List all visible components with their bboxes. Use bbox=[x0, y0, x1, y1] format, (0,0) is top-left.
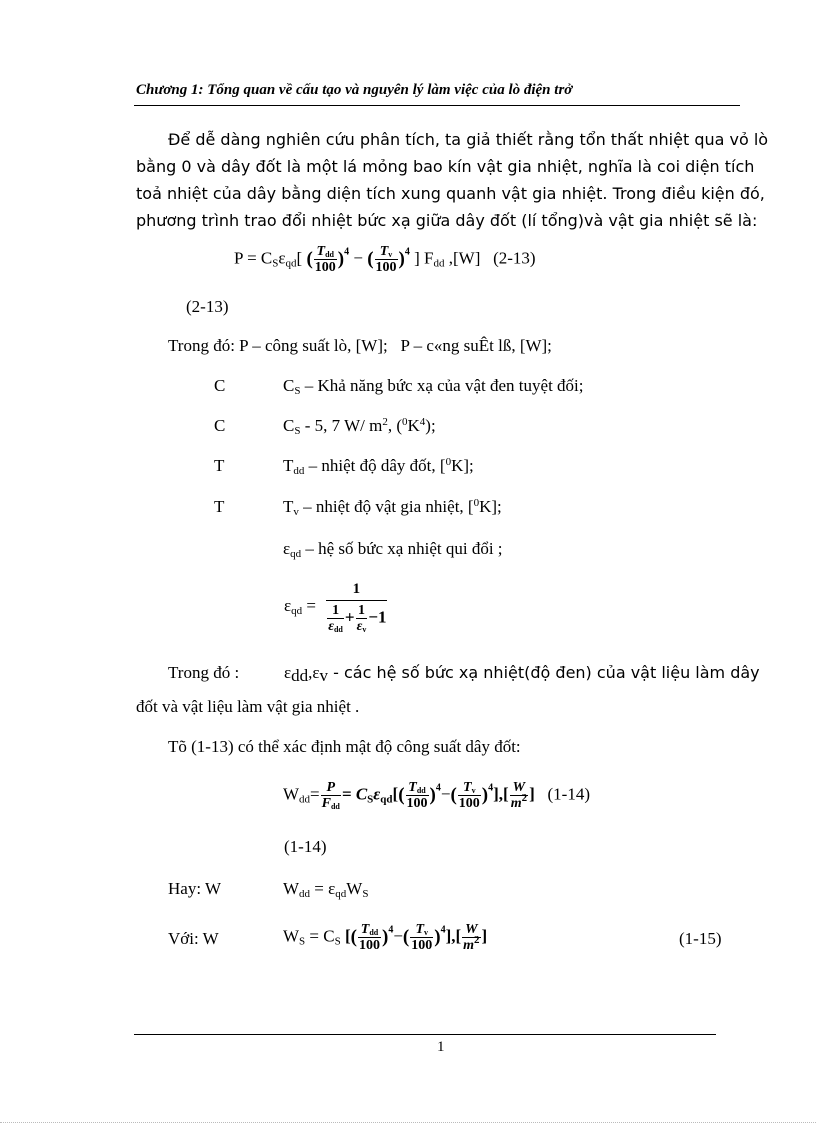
def-tail: ); bbox=[425, 416, 436, 435]
eq-eps: ε bbox=[373, 784, 381, 804]
where-label: Trong đó: P – công suất lò, [W]; bbox=[168, 336, 388, 355]
def-mid: , ( bbox=[387, 416, 402, 435]
para2-sub: dd bbox=[291, 666, 309, 685]
fraction-p-f bbox=[321, 780, 341, 811]
def-sup: 0 bbox=[402, 416, 408, 428]
fraction-inv-v bbox=[356, 603, 368, 634]
eq-sub: dd bbox=[433, 257, 445, 270]
frac-den: 100 bbox=[411, 938, 433, 953]
para3: Tõ (1-13) có thể xác định mật độ công suất dây đốt: bbox=[168, 737, 521, 756]
frac-num: P bbox=[326, 780, 336, 795]
frac-eps: ε bbox=[356, 619, 363, 634]
chapter-header: Chương 1: Tổng quan về cấu tạo và nguyên lý làm việc của lò điện trở bbox=[136, 82, 573, 98]
frac-sub: v bbox=[471, 786, 476, 795]
fraction-tv bbox=[375, 244, 398, 275]
eq-bracket: ] bbox=[414, 248, 420, 268]
equation-number-repeat: (1-14) bbox=[284, 837, 327, 856]
def-sub: dd bbox=[293, 465, 305, 477]
frac-den: 100 bbox=[314, 260, 336, 275]
frac-num: T bbox=[379, 244, 389, 259]
frac-num: W bbox=[465, 922, 478, 937]
eq-lhs: ε bbox=[284, 596, 292, 615]
hay-sub: dd bbox=[299, 888, 311, 900]
frac-num: T bbox=[415, 922, 425, 937]
def-sup: 4 bbox=[419, 416, 426, 428]
def-item bbox=[283, 416, 436, 436]
para2-line1 bbox=[284, 663, 760, 685]
intro-paragraph bbox=[136, 126, 769, 234]
def-sup: 0 bbox=[473, 497, 480, 509]
frac-sub: v bbox=[424, 928, 429, 937]
def-sub: qd bbox=[290, 548, 302, 560]
def-sup: 2 bbox=[382, 416, 388, 428]
big-frac-num: 1 bbox=[326, 578, 386, 601]
page-number: 1 bbox=[437, 1039, 445, 1055]
hay-lhs: W bbox=[283, 879, 300, 898]
voi-mid: = C bbox=[305, 926, 335, 946]
voi-sub: S bbox=[334, 935, 341, 948]
def-sym: T bbox=[283, 456, 294, 475]
frac-sup: 2 bbox=[521, 792, 528, 804]
eq-rhs: = C bbox=[341, 784, 368, 804]
voi-label: Với: W bbox=[168, 929, 219, 948]
frac-sub: dd bbox=[330, 802, 340, 811]
eq-sub: dd bbox=[299, 793, 311, 806]
para2-rest: - các hệ số bức xạ nhiệt(độ đen) của vật liệu làm dây bbox=[333, 663, 760, 682]
frac-sub: dd bbox=[416, 786, 426, 795]
def-sym: T bbox=[283, 497, 294, 516]
def-sym: C bbox=[283, 376, 295, 395]
fraction-w-m2 bbox=[510, 780, 528, 811]
def-end: K]; bbox=[451, 456, 474, 475]
frac-eps: ε bbox=[328, 619, 334, 634]
eq-sub: qd bbox=[380, 793, 393, 806]
hay-mid: = ε bbox=[310, 879, 336, 898]
equation-1-15: $W_S = C_S$ [( $T_{dd}$ 100 )$^4$−( $\frac{T_v}{100}$ )$^4$],[ $\frac{W}{m^2}$ ] bbox=[283, 922, 488, 953]
para2-sym: ε bbox=[284, 663, 292, 682]
def-sup: 0 bbox=[445, 456, 452, 468]
frac-num: T bbox=[316, 244, 326, 259]
fraction-inv-dd bbox=[327, 603, 344, 634]
def-sub: S bbox=[294, 385, 301, 397]
equation-2-13: $P = C_S\varepsilon_{qd}$[ ( $T_{dd}$ 100 )$^4$ − ( $\frac{T_v}{100}$ )$^4$ ] $F_{dd}$ ,[W] (2-13) bbox=[234, 244, 536, 275]
def-text: - 5, 7 W/ m bbox=[300, 416, 383, 435]
eq-bracket: [ bbox=[296, 248, 303, 268]
def-letter: C bbox=[214, 416, 226, 435]
intro-line: toả nhiệt của dây bằng diện tích xung quanh vật gia nhiệt. Trong điều kiện đó, bbox=[136, 184, 765, 203]
hay-sub: qd bbox=[335, 888, 347, 900]
fraction-w-m2 bbox=[462, 922, 480, 953]
eq-power: 4 bbox=[435, 782, 441, 794]
frac-den: 100 bbox=[406, 796, 428, 811]
frac-den: m bbox=[510, 796, 522, 811]
eq-sub: qd bbox=[291, 605, 303, 617]
eq-f: F bbox=[424, 248, 434, 268]
fraction-tv bbox=[410, 922, 433, 953]
eq-plus: + bbox=[344, 607, 355, 627]
eq-sign: = bbox=[302, 596, 316, 615]
voi-sub: S bbox=[299, 935, 306, 948]
frac-num: T bbox=[408, 780, 417, 795]
def-item bbox=[283, 376, 583, 396]
def-sub: v bbox=[293, 506, 299, 518]
equation-eps-qd bbox=[284, 578, 387, 634]
def-text: – nhiệt độ vật gia nhiệt, [ bbox=[298, 497, 474, 516]
para2-sep: ,ε bbox=[308, 663, 320, 682]
eq-minus-one: −1 bbox=[368, 607, 387, 627]
def-letter: T bbox=[214, 456, 225, 475]
eq-power: 4 bbox=[488, 782, 494, 794]
header-divider bbox=[134, 105, 740, 106]
frac-sub: v bbox=[362, 625, 367, 634]
eq-lhs: P = C bbox=[234, 248, 273, 268]
eq-sign: = bbox=[310, 784, 320, 804]
eq-unit: ,[W] bbox=[448, 248, 481, 268]
intro-line: phương trình trao đổi nhiệt bức xạ giữa dây đốt (lí tổng)và vật gia nhiệt sẽ là: bbox=[136, 211, 758, 230]
frac-sup: 2 bbox=[474, 934, 480, 946]
frac-den: F bbox=[321, 796, 331, 811]
def-item bbox=[283, 497, 502, 517]
frac-den: m bbox=[463, 938, 475, 953]
frac-sub: dd bbox=[333, 625, 343, 634]
frac-num: W bbox=[512, 780, 526, 795]
where-garbled: P – c«ng suÊt lß, [W]; bbox=[400, 336, 552, 355]
def-sym: C bbox=[283, 416, 295, 435]
frac-sub: dd bbox=[369, 928, 379, 937]
equation-number: (1-15) bbox=[679, 929, 722, 948]
def-letter: T bbox=[214, 497, 225, 516]
footer-divider bbox=[134, 1034, 716, 1035]
equation-number-repeat: (2-13) bbox=[186, 297, 229, 316]
eq-minus: − bbox=[353, 248, 363, 268]
eq-minus: − bbox=[440, 784, 451, 804]
eq-sub: S bbox=[272, 257, 279, 270]
frac-num: 1 bbox=[327, 603, 344, 619]
def-end: K bbox=[407, 416, 420, 435]
frac-den: 100 bbox=[375, 260, 397, 275]
frac-num: 1 bbox=[356, 603, 368, 619]
fraction-tdd bbox=[314, 244, 337, 275]
big-fraction bbox=[326, 578, 386, 634]
frac-num: T bbox=[360, 922, 370, 937]
frac-sub: v bbox=[388, 250, 393, 259]
intro-line: Để dễ dàng nghiên cứu phân tích, ta giả thiết rằng tổn thất nhiệt qua vỏ lò bbox=[168, 130, 769, 149]
eq-power: 4 bbox=[388, 924, 394, 936]
def-sub: S bbox=[294, 425, 301, 437]
fraction-tdd bbox=[358, 922, 381, 953]
hay-label: Hay: W bbox=[168, 879, 222, 898]
equation-number: (1-14) bbox=[547, 784, 590, 804]
equation-number: (2-13) bbox=[493, 248, 536, 268]
def-letter: C bbox=[214, 376, 226, 395]
frac-sub: dd bbox=[325, 250, 334, 259]
eq-minus: − bbox=[393, 926, 403, 946]
frac-den: 100 bbox=[358, 938, 380, 953]
para2-lead: Trong đó : bbox=[168, 663, 240, 682]
eq-sub: S bbox=[367, 793, 374, 806]
equation-1-14: $W_{dd}=$ P $F_{dd}$ = $C_S\varepsilon_{qd}$[( $T_{dd}$ 100 )$^4$−( $\frac{T_v}{100}$ )$^4$],[ $\frac{W}{m^2}$ ] (1-14) bbox=[283, 780, 590, 811]
fraction-tv bbox=[458, 780, 481, 811]
eq-lhs: W bbox=[283, 784, 300, 804]
para2-sub: v bbox=[319, 666, 329, 685]
voi-lhs: W bbox=[283, 926, 300, 946]
fraction-tdd bbox=[406, 780, 429, 811]
eq-power: 4 bbox=[404, 246, 410, 258]
def-text: – nhiệt độ dây đốt, [ bbox=[304, 456, 446, 475]
def-text: – hệ số bức xạ nhiệt qui đổi ; bbox=[301, 539, 503, 558]
def-end: K]; bbox=[479, 497, 502, 516]
hay-end: W bbox=[346, 879, 363, 898]
def-item bbox=[283, 456, 474, 476]
eq-eps: ε bbox=[278, 248, 286, 268]
eq-sub: qd bbox=[285, 257, 297, 270]
eq-power: 4 bbox=[440, 924, 446, 936]
def-sym: ε bbox=[283, 539, 291, 558]
frac-den: 100 bbox=[458, 796, 480, 811]
intro-line: bằng 0 và dây đốt là một lá mỏng bao kín vật gia nhiệt, nghĩa là coi diện tích bbox=[136, 157, 755, 176]
eq-power: 4 bbox=[344, 246, 350, 258]
where-line bbox=[168, 336, 552, 356]
hay-sub: S bbox=[362, 888, 369, 900]
def-text: – Khả năng bức xạ của vật đen tuyệt đối; bbox=[300, 376, 584, 395]
hay-equation bbox=[283, 879, 368, 899]
def-item bbox=[283, 539, 503, 559]
para2-line2: đốt và vật liệu làm vật gia nhiệt . bbox=[136, 697, 360, 716]
frac-num: T bbox=[463, 780, 472, 795]
